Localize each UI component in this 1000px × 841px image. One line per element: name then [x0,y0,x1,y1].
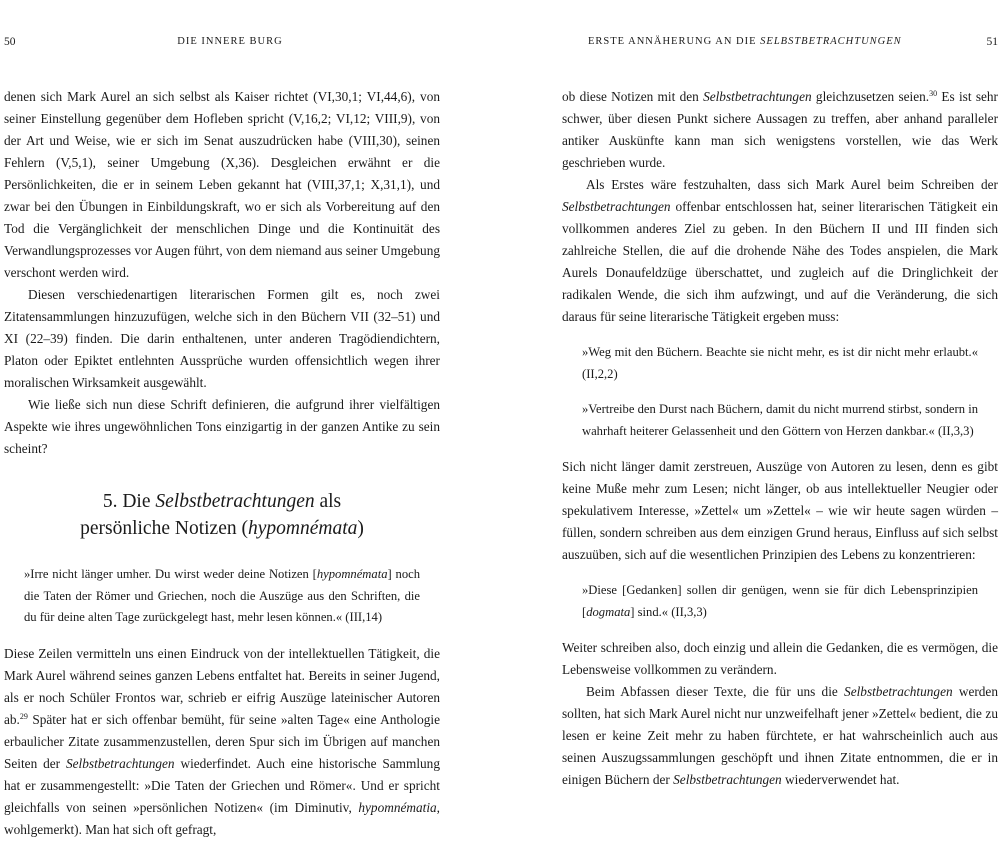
right-page [558,0,1000,800]
paragraph: Diesen verschiedenartigen literarischen Formen gilt es, noch zwei Zitatensammlungen hinzuzufügen, welche sich in den Büchern VII (32–51) und XI (22–39) finden. Die darin enthaltenen, unter anderen Tragödiendichtern, Platon oder Epiktet entlehnten Aussprüche wurden offensichtlich wegen ihrer moralischen Wirksamkeit ausgewählt. [4,287,440,390]
paragraph: denen sich Mark Aurel an sich selbst als Kaiser richtet (VI,30,1; VI,44,6), von seiner Einstellung gegenüber dem Hofleben spricht (V,16,2; VI,12; VIII,9), von der Art und Weise, wie er sich im Senat auszudrücken habe (VIII,30), seinen Fehlern (V,5,1), seiner Umgebung (X,36). Desgleichen erwähnt er die Persönlichkeiten, die er in seinem Leben gekannt hat (VIII,37,1; X,31,1), und zwar bei den Übungen in Einbildungskraft, wo er sich als Vorbereitung auf den Tod die Vergänglichkeit der menschlichen Dinge und die Kontinuität des Verwandlungsprozesses vor Augen führt, von dem niemand aus seiner Umgebung verschont werden wird. [4,89,440,280]
footnote-ref: 29 [19,711,28,721]
paragraph: Wie ließe sich nun diese Schrift definieren, die aufgrund ihrer vielfältigen Aspekte wie ihres ungewöhnlichen Tons einzigartig in der ganzen Antike zu sein scheint? [4,397,440,456]
paragraph: Weiter schreiben also, doch einzig und allein die Gedanken, die es vermögen, die Lebensweise vollkommen zu verändern. [562,640,998,677]
block-quote: »Weg mit den Büchern. Beachte sie nicht mehr, es ist dir nicht mehr erlaubt.« (II,2,2) [582,345,978,381]
paragraph: Beim Abfassen dieser Texte, die für uns die Selbstbetrachtungen werden sollten, hat sich Mark Aurel nicht nur unzweifelhaft jener »Zettel« bedient, die zu lesen er keine Zeit mehr zu haben fürchtete, er hat wahrscheinlich auch aus seinen Auszugssammlungen geschöpft und ihnen Zitate entnommen, die er in einigen Büchern der Selbstbetrachtungen wiederverwendet hat. [562,684,998,787]
paragraph: Sich nicht länger damit zerstreuen, Auszüge von Autoren zu lesen, denn es gibt keine Muße mehr zum Lesen; nicht länger, ob aus intellektueller Neugier oder spekulativem Interesse, »Zettel« um »Zettel« – wie wir heute sagen würden – füllen, sondern schreiben aus dem einzigen Grund heraus, Einfluss auf sich selbst auszuüben, sich auf die wesentlichen Prinzipien des Lebens zu konzentrieren: [562,459,998,562]
page-number: 51 [986,36,998,48]
running-head: ERSTE ANNÄHERUNG AN DIE SELBSTBETRACHTUNGEN [588,36,902,47]
running-head: DIE INNERE BURG [177,36,283,47]
paragraph: Diese Zeilen vermitteln uns einen Eindruck von der intellektuellen Tätigkeit, die Mark Aurel während seines ganzen Lebens entfaltet hat. Bereits in seiner Jugend, als er noch Schüler Frontos war, schrieb er eifrig Auszüge lateinischer Autoren ab.$^{29}$ Später hat er sich offenbar bemüht, für seine »alten Tage« eine Anthologie erbaulicher Zitate zusammenzustellen, deren Spur sich im Übrigen auf manchen Seiten der Selbstbetrachtungen wiederfindet. Auch eine historische Sammlung hat er zusammengestellt: »Die Taten der Griechen und Römer«. Und er spricht gleichfalls von seinen »persönlichen Notizen« (im Diminutiv, hypomnématia, wohlgemerkt). Man hat sich oft gefragt, [4,645,440,837]
right-page-header [558,36,1000,52]
right-page-body [562,86,998,791]
left-page [0,0,440,837]
paragraph: Als Erstes wäre festzuhalten, dass sich Mark Aurel beim Schreiben der Selbstbetrachtungen offenbar entschlossen hat, seiner literarischen Tätigkeit ein vollkommen anderes Ziel zu geben. In den Büchern II und III finden sich zahlreiche Stellen, die auf die drohende Nähe des Todes anspielen, die Mark Aurels Donaufeldzüge überschattet, und zugleich auf die Dringlichkeit der radikalen Wende, die sich ihm aufzwingt, und auf die Veränderung, die sich daraus für seine literarische Tätigkeit ergeben muss: [562,177,998,324]
left-page-header [0,36,440,52]
block-quote: »Diese [Gedanken] sollen dir genügen, wenn sie für dich Lebensprinzipien [dogmata] sind.« (II,3,3) [582,583,978,619]
footnote-ref: 30 [929,89,938,98]
paragraph: ob diese Notizen mit den Selbstbetrachtungen gleichzusetzen seien.$^{30}$ Es ist sehr schwer, über diesen Punkt sichere Aussagen zu treffen, aber anhand paralleler antiker Auskünfte kann man sich wenigstens vorstellen, wie das Werk geschrieben wurde. [562,89,998,170]
left-page-body [4,86,440,841]
block-quote: »Irre nicht länger umher. Du wirst weder deine Notizen [hypomnémata] noch die Taten der Römer und Griechen, noch die Auszüge aus den Schriften, die du für deine alten Tage zurückgelegt hast, mehr lesen können.« (III,14) [24,567,420,624]
block-quote: »Vertreibe den Durst nach Büchern, damit du nicht murrend stirbst, sondern in wahrhaft heiterer Gelassenheit und den Göttern von Herzen dankbar.« (II,3,3) [582,402,978,438]
section-heading: 5. Die Selbstbetrachtungen als persönliche Notizen (hypomnémata) [80,491,364,539]
page-number: 50 [4,36,16,48]
